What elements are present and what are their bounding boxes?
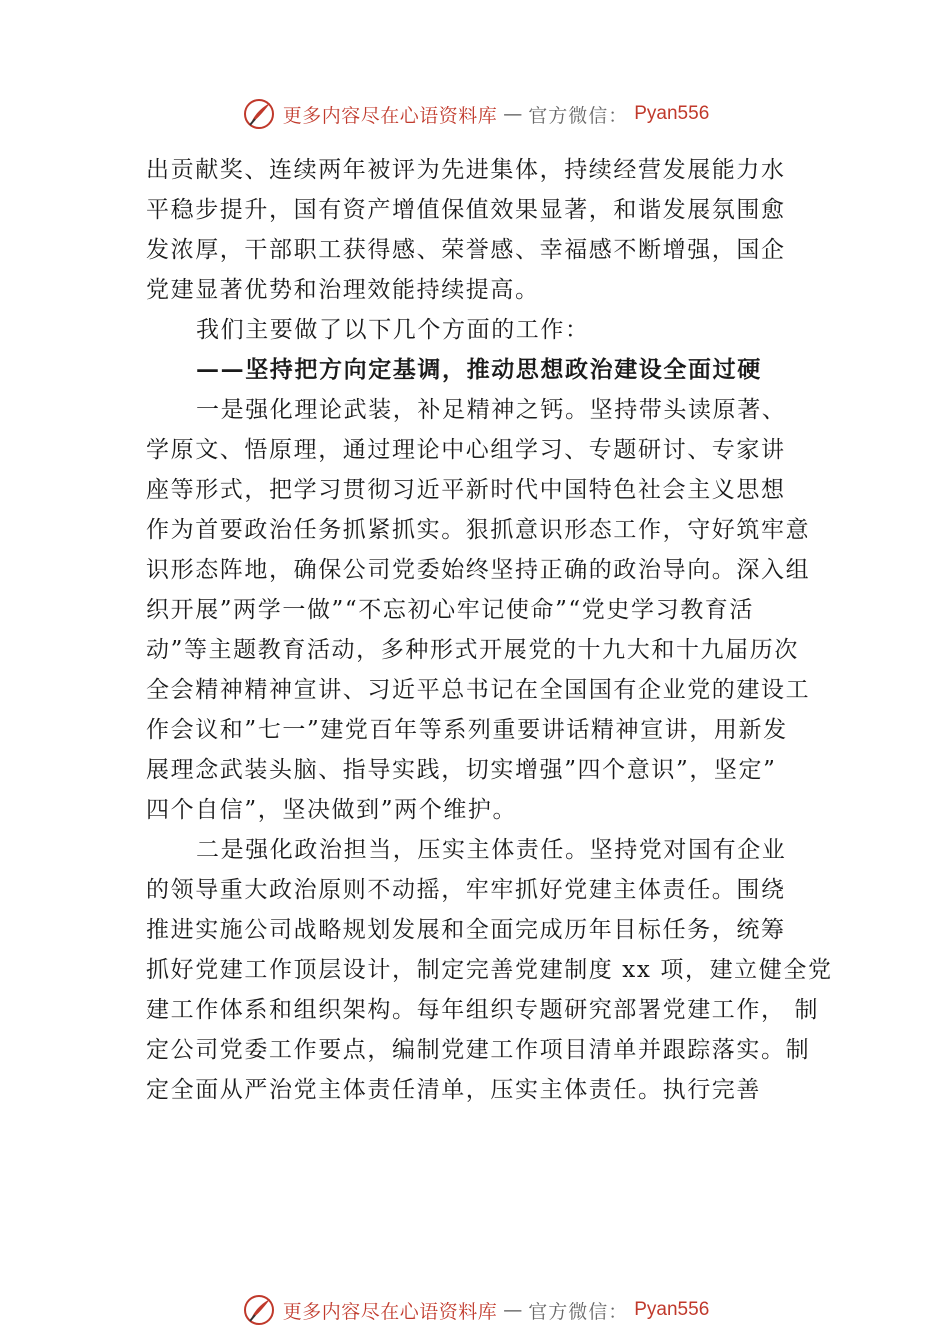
text-line: 识形态阵地，确保公司党委始终坚持正确的政治导向。深入组: [146, 557, 811, 583]
text-line: 推进实施公司战略规划发展和全面完成历年目标任务，统筹: [146, 917, 786, 943]
header-banner: [0, 94, 950, 134]
text-line: 定公司党委工作要点，编制党建工作项目清单并跟踪落实。制: [146, 1037, 811, 1063]
feather-logo-icon: [241, 96, 277, 132]
text-line: 出贡献奖、连续两年被评为先进集体，持续经营发展能力水: [146, 157, 786, 183]
text-line: 座等形式，把学习贯彻习近平新时代中国特色社会主义思想: [146, 477, 786, 503]
text-line: 党建显著优势和治理效能持续提高。: [146, 277, 540, 303]
text-line: 织开展”两学一做”“不忘初心牢记使命”“党史学习教育活: [146, 597, 754, 623]
text-line: 抓好党建工作顶层设计，制定完善党建制度 xx 项，建立健全党: [146, 957, 833, 983]
wechat-label: 官方微信：: [528, 104, 629, 127]
brand-name: 更多内容尽在心语资料库: [282, 104, 498, 127]
text-line: 建工作体系和组织架构。每年组织专题研究部署党建工作， 制: [146, 997, 820, 1023]
footer-banner: [0, 1290, 950, 1330]
text-line: 一是强化理论武装，补足精神之钙。坚持带头读原著、: [196, 397, 787, 423]
text-line: 二是强化政治担当，压实主体责任。坚持党对国有企业: [196, 837, 787, 863]
text-line: 我们主要做了以下几个方面的工作：: [196, 317, 590, 343]
text-line: 的领导重大政治原则不动摇，牢牢抓好党建主体责任。围绕: [146, 877, 786, 903]
wechat-id: Pyan556: [634, 103, 710, 124]
wechat-label: 官方微信：: [528, 1300, 629, 1323]
section-heading: ——坚持把方向定基调，推动思想政治建设全面过硬: [196, 356, 762, 383]
text-line: 动”等主题教育活动，多种形式开展党的十九大和十九届历次: [146, 637, 799, 663]
text-line: 作为首要政治任务抓紧抓实。狠抓意识形态工作，守好筑牢意: [146, 517, 811, 543]
text-line: 平稳步提升，国有资产增值保值效果显著，和谐发展氛围愈: [146, 197, 786, 223]
text-line: 定全面从严治党主体责任清单，压实主体责任。执行完善: [146, 1077, 761, 1103]
banner-dash: —: [503, 1299, 523, 1321]
text-line: 全会精神精神宣讲、习近平总书记在全国国有企业党的建设工: [146, 677, 811, 703]
text-line: 发浓厚，干部职工获得感、荣誉感、幸福感不断增强，国企: [146, 237, 786, 263]
text-line: 展理念武装头脑、指导实践，切实增强”四个意识”，坚定”: [146, 757, 777, 783]
brand-name: 更多内容尽在心语资料库: [282, 1300, 498, 1323]
text-line: 学原文、悟原理，通过理论中心组学习、专题研讨、专家讲: [146, 437, 786, 463]
banner-dash: —: [503, 103, 523, 125]
document-body: [146, 150, 833, 1110]
text-line: 四个自信”，坚决做到”两个维护。: [146, 797, 518, 823]
text-line: 作会议和”七一”建党百年等系列重要讲话精神宣讲，用新发: [146, 717, 788, 743]
wechat-id: Pyan556: [634, 1299, 710, 1320]
feather-logo-icon: [241, 1292, 277, 1328]
